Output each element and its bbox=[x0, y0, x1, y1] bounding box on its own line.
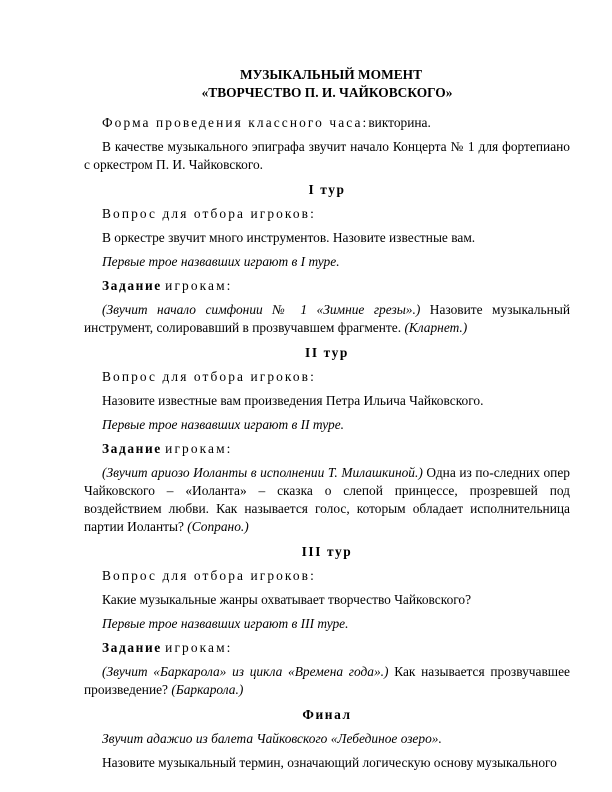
epigraph-paragraph: В качестве музыкального эпиграфа звучит начало Концерта № 1 для фортепиано с оркестром П. И. Чайковского. bbox=[84, 139, 570, 172]
tour2-question-label: Вопрос для отбора игроков: bbox=[102, 369, 316, 384]
tour3-task-bold: Задание bbox=[102, 640, 162, 655]
tour3-heading: III тур bbox=[301, 544, 353, 559]
tour3-task-label bbox=[84, 639, 570, 657]
tour2-winners: Первые трое назвавших играют в II туре. bbox=[102, 417, 345, 432]
final-heading: Финал bbox=[302, 707, 352, 722]
tour1-task bbox=[84, 301, 570, 337]
tour2-task-answer: (Сопрано.) bbox=[187, 519, 249, 534]
tour1-heading: I тур bbox=[308, 182, 346, 197]
tour3-winners: Первые трое назвавших играют в III туре. bbox=[102, 616, 349, 631]
form-label: Форма проведения классного часа: bbox=[102, 115, 369, 130]
tour3-task-text: Как называется прозвучавшее произведение? bbox=[84, 664, 570, 697]
tour2-task-italic: (Звучит ариозо Иоланты в исполнении Т. Милашкиной.) bbox=[102, 465, 423, 480]
tour1-question: В оркестре звучит много инструментов. Назовите известные вам. bbox=[102, 230, 476, 245]
tour2-task bbox=[84, 464, 570, 536]
tour1-task-italic: (Звучит начало симфонии № 1 «Зимние грезы».) bbox=[102, 302, 421, 317]
form-value: викторина. bbox=[368, 115, 431, 130]
tour2-task-rest: игрокам: bbox=[165, 441, 233, 456]
tour3-question-label: Вопрос для отбора игроков: bbox=[102, 568, 316, 583]
tour1-task-label bbox=[84, 277, 570, 295]
final-intro: Звучит адажио из балета Чайковского «Лебединое озеро». bbox=[102, 731, 442, 746]
tour3-task-italic: (Звучит «Баркарола» из цикла «Времена года».) bbox=[102, 664, 389, 679]
tour3-task bbox=[84, 663, 570, 699]
tour1-task-text: Назовите музыкальный инструмент, солировавший в прозвучавшем фрагменте. bbox=[84, 302, 570, 335]
tour3-task-answer: (Баркарола.) bbox=[171, 682, 244, 697]
tour1-task-bold: Задание bbox=[102, 278, 162, 293]
tour2-task-bold: Задание bbox=[102, 441, 162, 456]
page-title: МУЗЫКАЛЬНЫЙ МОМЕНТ bbox=[239, 67, 423, 82]
final-question: Назовите музыкальный термин, означающий логическую основу музыкального bbox=[102, 755, 557, 770]
tour2-question: Назовите известные вам произведения Петра Ильича Чайковского. bbox=[102, 393, 484, 408]
tour2-task-label bbox=[84, 440, 570, 458]
tour3-task-rest: игрокам: bbox=[165, 640, 233, 655]
tour1-question-label: Вопрос для отбора игроков: bbox=[102, 206, 316, 221]
tour1-winners: Первые трое назвавших играют в I туре. bbox=[102, 254, 340, 269]
tour2-heading: II тур bbox=[305, 345, 349, 360]
tour3-question: Какие музыкальные жанры охватывает творчество Чайковского? bbox=[102, 592, 472, 607]
tour1-task-answer: (Кларнет.) bbox=[404, 320, 468, 335]
form-paragraph bbox=[84, 114, 570, 132]
page-subtitle: «ТВОРЧЕСТВО П. И. ЧАЙКОВСКОГО» bbox=[201, 85, 453, 100]
tour1-task-rest: игрокам: bbox=[165, 278, 233, 293]
tour2-task-text: Одна из по-следних опер Чайковского – «Иоланта» – сказка о слепой принцессе, прозревшей под воздействием любви. Как называется голос, которым обладает исполнительница партии Иоланты? bbox=[84, 465, 570, 534]
